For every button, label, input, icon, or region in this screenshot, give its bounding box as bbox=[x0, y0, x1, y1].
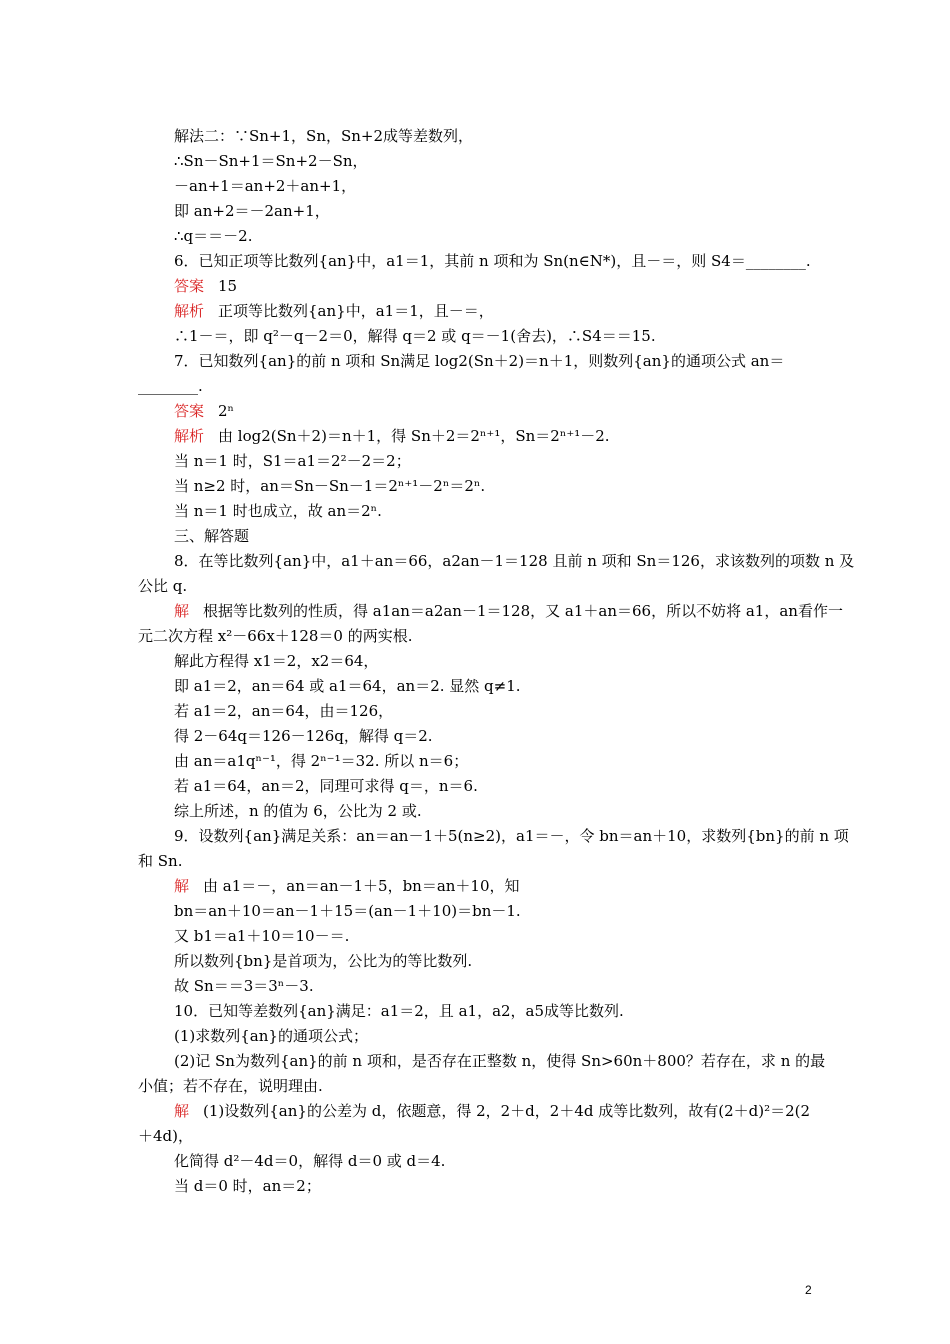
line-text: 7．已知数列{an}的前 n 项和 Sn满足 log2(Sn＋2)＝n＋1，则数列{an}的通项公式 an＝ bbox=[174, 352, 785, 370]
text-line bbox=[174, 1052, 825, 1070]
solution-line bbox=[174, 602, 843, 620]
line-text: ∴Sn－Sn+1＝Sn+2－Sn， bbox=[174, 152, 368, 170]
text-line bbox=[138, 577, 187, 595]
text-line bbox=[174, 927, 349, 945]
answer-label: 答案 bbox=[174, 277, 205, 295]
line-text: －an+1＝an+2＋an+1， bbox=[174, 177, 357, 195]
section-heading bbox=[174, 527, 249, 545]
line-text: ∴q＝＝－2. bbox=[174, 227, 253, 245]
line-text: 即 a1＝2，an＝64 或 a1＝64，an＝2. 显然 q≠1. bbox=[174, 677, 521, 695]
line-text: 15 bbox=[218, 277, 238, 295]
line-text: 由 log2(Sn＋2)＝n＋1，得 Sn＋2＝2ⁿ⁺¹，Sn＝2ⁿ⁺¹－2. bbox=[218, 427, 610, 445]
text-line bbox=[174, 152, 368, 170]
text-line bbox=[174, 702, 393, 720]
text-line bbox=[174, 652, 378, 670]
line-text: ＋4d)， bbox=[138, 1127, 193, 1145]
line-text: 正项等比数列{an}中，a1＝1，且－＝， bbox=[218, 302, 494, 320]
line-text: 6．已知正项等比数列{an}中，a1＝1，其前 n 项和为 Sn(n∈N*)，且－＝，则 S4＝________. bbox=[174, 252, 811, 270]
line-text: 若 a1＝2，an＝64，由＝126， bbox=[174, 702, 394, 720]
line-text: bn＝an＋10＝an－1＋15＝(an－1＋10)＝bn－1. bbox=[174, 902, 521, 920]
solution-label: 解 bbox=[174, 877, 190, 895]
question-line bbox=[174, 352, 784, 370]
line-text: 由 an＝a1qⁿ⁻¹，得 2ⁿ⁻¹＝32. 所以 n＝6； bbox=[174, 752, 469, 770]
line-text: (1)设数列{an}的公差为 d，依题意，得 2，2＋d，2＋4d 成等比数列，故有(2＋d)²＝2(2 bbox=[203, 1102, 811, 1120]
line-text: 即 an+2＝－2an+1， bbox=[174, 202, 330, 220]
line-text: 小值；若不存在，说明理由. bbox=[138, 1077, 323, 1095]
text-line bbox=[138, 377, 203, 395]
text-line bbox=[174, 202, 330, 220]
solution-line bbox=[174, 1102, 810, 1120]
text-line bbox=[174, 977, 314, 995]
question-line bbox=[174, 552, 854, 570]
line-text: 当 n≥2 时，an＝Sn－Sn－1＝2ⁿ⁺¹－2ⁿ＝2ⁿ. bbox=[174, 477, 486, 495]
text-line bbox=[174, 1177, 321, 1195]
line-text: 所以数列{bn}是首项为，公比为的等比数列. bbox=[174, 952, 473, 970]
answer-line bbox=[174, 402, 234, 420]
text-line bbox=[174, 752, 468, 770]
text-line bbox=[174, 952, 472, 970]
line-text: 三、解答题 bbox=[174, 527, 250, 545]
solution-label: 解 bbox=[174, 1102, 190, 1120]
line-text: 元二次方程 x²－66x＋128＝0 的两实根. bbox=[138, 627, 413, 645]
line-text: 根据等比数列的性质，得 a1an＝a2an－1＝128，又 a1＋an＝66，所以不妨将 a1，an看作一 bbox=[203, 602, 843, 620]
solution-label: 解 bbox=[174, 602, 190, 620]
text-line bbox=[174, 327, 656, 345]
line-text: 解此方程得 x1＝2，x2＝64， bbox=[174, 652, 379, 670]
analysis-label: 解析 bbox=[174, 302, 205, 320]
text-line bbox=[174, 1027, 368, 1045]
line-text: ________. bbox=[138, 377, 203, 395]
line-text: 综上所述，n 的值为 6，公比为 2 或. bbox=[174, 802, 422, 820]
line-text: 9．设数列{an}满足关系：an＝an－1＋5(n≥2)，a1＝－，令 bn＝an＋10，求数列{bn}的前 n 项 bbox=[174, 827, 849, 845]
question-line bbox=[174, 1002, 624, 1020]
analysis-line bbox=[174, 302, 494, 320]
line-text: 2ⁿ bbox=[218, 402, 235, 420]
line-text: 故 Sn＝＝3＝3ⁿ－3. bbox=[174, 977, 314, 995]
line-text: 和 Sn. bbox=[138, 852, 183, 870]
text-line bbox=[138, 852, 182, 870]
text-line bbox=[174, 802, 422, 820]
page-number: 2 bbox=[805, 1283, 812, 1297]
question-line bbox=[174, 252, 811, 270]
answer-label: 答案 bbox=[174, 402, 205, 420]
line-text: 当 d＝0 时，an＝2； bbox=[174, 1177, 321, 1195]
text-line bbox=[138, 1127, 193, 1145]
line-text: 又 b1＝a1＋10＝10－＝. bbox=[174, 927, 350, 945]
line-text: 公比 q. bbox=[138, 577, 188, 595]
line-text: (1)求数列{an}的通项公式； bbox=[174, 1027, 368, 1045]
answer-line bbox=[174, 277, 237, 295]
line-text: ∴1－＝，即 q²－q－2＝0，解得 q＝2 或 q＝－1(舍去)，∴S4＝＝15. bbox=[174, 327, 656, 345]
text-line bbox=[174, 727, 433, 745]
solution-line bbox=[174, 877, 520, 895]
text-line bbox=[174, 677, 521, 695]
text-line bbox=[174, 452, 411, 470]
line-text: 得 2－64q＝126－126q，解得 q＝2. bbox=[174, 727, 433, 745]
line-text: 当 n＝1 时也成立，故 an＝2ⁿ. bbox=[174, 502, 382, 520]
line-text: 8．在等比数列{an}中，a1＋an＝66，a2an－1＝128 且前 n 项和 Sn＝126，求该数列的项数 n 及 bbox=[174, 552, 855, 570]
line-text: 由 a1＝－，an＝an－1＋5，bn＝an＋10，知 bbox=[203, 877, 520, 895]
text-line bbox=[174, 127, 473, 145]
line-text: 当 n＝1 时，S1＝a1＝2²－2＝2； bbox=[174, 452, 411, 470]
text-line bbox=[174, 477, 485, 495]
question-line bbox=[174, 827, 849, 845]
line-text: 10．已知等差数列{an}满足：a1＝2，且 a1，a2，a5成等比数列. bbox=[174, 1002, 624, 1020]
analysis-label: 解析 bbox=[174, 427, 205, 445]
text-line bbox=[174, 177, 356, 195]
text-line bbox=[138, 1077, 323, 1095]
line-text: 解法二：∵Sn+1，Sn，Sn+2成等差数列， bbox=[174, 127, 474, 145]
text-line bbox=[138, 627, 413, 645]
text-line bbox=[174, 227, 252, 245]
line-text: 若 a1＝64，an＝2，同理可求得 q＝，n＝6. bbox=[174, 777, 478, 795]
text-line bbox=[174, 777, 478, 795]
text-line bbox=[174, 1152, 445, 1170]
line-text: (2)记 Sn为数列{an}的前 n 项和，是否存在正整数 n，使得 Sn>60n＋800？若存在，求 n 的最 bbox=[174, 1052, 826, 1070]
line-text: 化简得 d²－4d＝0，解得 d＝0 或 d＝4. bbox=[174, 1152, 446, 1170]
text-line bbox=[174, 902, 521, 920]
text-line bbox=[174, 502, 382, 520]
analysis-line bbox=[174, 427, 610, 445]
